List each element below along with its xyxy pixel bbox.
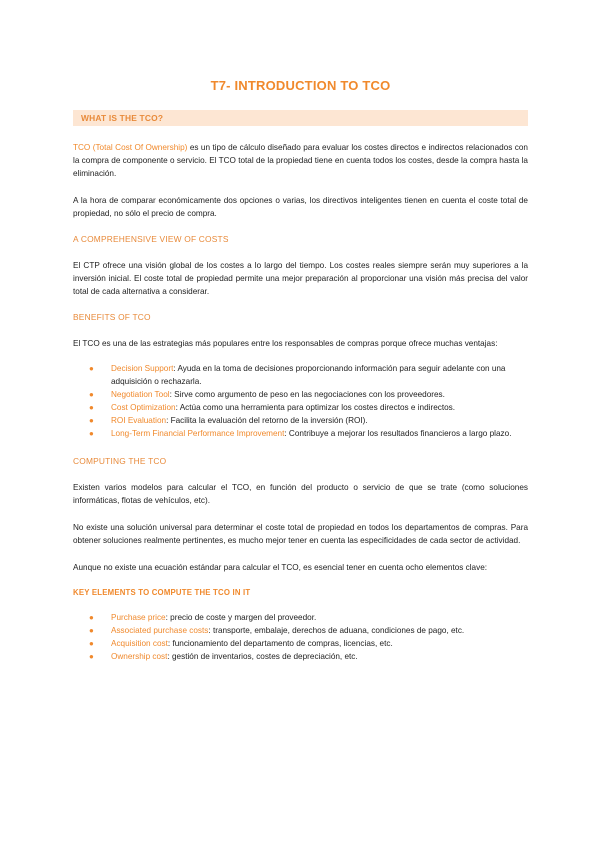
intro-text: es un tipo de cálculo diseñado para evaluar los costes directos e indirectos relacionados con la compra de componente o servicio. El TCO total de la propiedad tiene en cuenta todos los costes, desde la compra hasta la eliminación.: [73, 143, 528, 178]
list-item: ● ROI Evaluation: Facilita la evaluación del retorno de la inversión (ROI).: [89, 416, 368, 425]
list-item: ● Purchase price: precio de coste y margen del proveedor.: [89, 613, 317, 622]
page-title: T7- INTRODUCTION TO TCO: [210, 78, 391, 93]
computing-paragraph-3: Aunque no existe una ecuación estándar para calcular el TCO, es esencial tener en cuenta ocho elementos clave:: [73, 563, 488, 572]
heading-computing: COMPUTING THE TCO: [73, 456, 167, 466]
tco-definition-term: TCO (Total Cost Of Ownership): [73, 143, 188, 152]
bullet-icon: ●: [89, 390, 94, 399]
heading-benefits: BENEFITS OF TCO: [73, 312, 151, 322]
bullet-icon: ●: [89, 403, 94, 412]
list-item: ● Acquisition cost: funcionamiento del departamento de compras, licencias, etc.: [89, 639, 393, 648]
benefits-paragraph: El TCO es una de las estrategias más populares entre los responsables de compras porque ofrece muchas ventajas:: [73, 339, 498, 348]
section-band-what-is-tco: WHAT IS THE TCO?: [73, 110, 528, 126]
compare-paragraph: A la hora de comparar económicamente dos opciones o varias, los directivos inteligentes tienen en cuenta el coste total de propiedad, no sólo el precio de compra.: [73, 196, 528, 218]
list-item: ● Ownership cost: gestión de inventarios, costes de depreciación, etc.: [89, 652, 358, 661]
list-item: ● Negotiation Tool: Sirve como argumento de peso en las negociaciones con los proveedores.: [89, 390, 445, 399]
list-item: ● Long-Term Financial Performance Improvement: Contribuye a mejorar los resultados financieros a largo plazo.: [89, 429, 512, 438]
list-item: ● Cost Optimization: Actúa como una herramienta para optimizar los costes directos e indirectos.: [89, 403, 456, 412]
bullet-icon: ●: [89, 364, 94, 373]
bullet-icon: ●: [89, 652, 94, 661]
heading-key-elements: KEY ELEMENTS TO COMPUTE THE TCO IN IT: [73, 588, 251, 597]
bullet-icon: ●: [89, 613, 94, 622]
bullet-icon: ●: [89, 416, 94, 425]
intro-paragraph: [73, 141, 528, 180]
list-item: ● Decision Support: Ayuda en la toma de decisiones proporcionando información para seguir adelante con una adquisición o rechazarla.: [89, 364, 506, 386]
computing-paragraph-1: Existen varios modelos para calcular el TCO, en función del producto o servicio de que se trate (como soluciones informáticas, flotas de vehículos, etc).: [73, 483, 528, 505]
benefits-list: [73, 362, 528, 440]
key-elements-list: [73, 611, 528, 663]
bullet-icon: ●: [89, 626, 94, 635]
bullet-icon: ●: [89, 429, 94, 438]
heading-comprehensive-view: A COMPREHENSIVE VIEW OF COSTS: [73, 234, 229, 244]
bullet-icon: ●: [89, 639, 94, 648]
comprehensive-paragraph: El CTP ofrece una visión global de los costes a lo largo del tiempo. Los costes reales siempre serán muy superiores a la inversión inicial. El coste total de propiedad permite una mejor preparación al proporcionar una visión más precisa del valor total de cada alternativa a considerar.: [73, 261, 528, 296]
list-item: ● Associated purchase costs: transporte, embalaje, derechos de aduana, condiciones de pago, etc.: [89, 626, 465, 635]
document-page: [73, 78, 528, 679]
computing-paragraph-2: No existe una solución universal para determinar el coste total de propiedad en todos los departamentos de compras. Para obtener soluciones realmente pertinentes, es mucho mejor tener en cuenta las especificidades de cada sector de actividad.: [73, 523, 528, 545]
